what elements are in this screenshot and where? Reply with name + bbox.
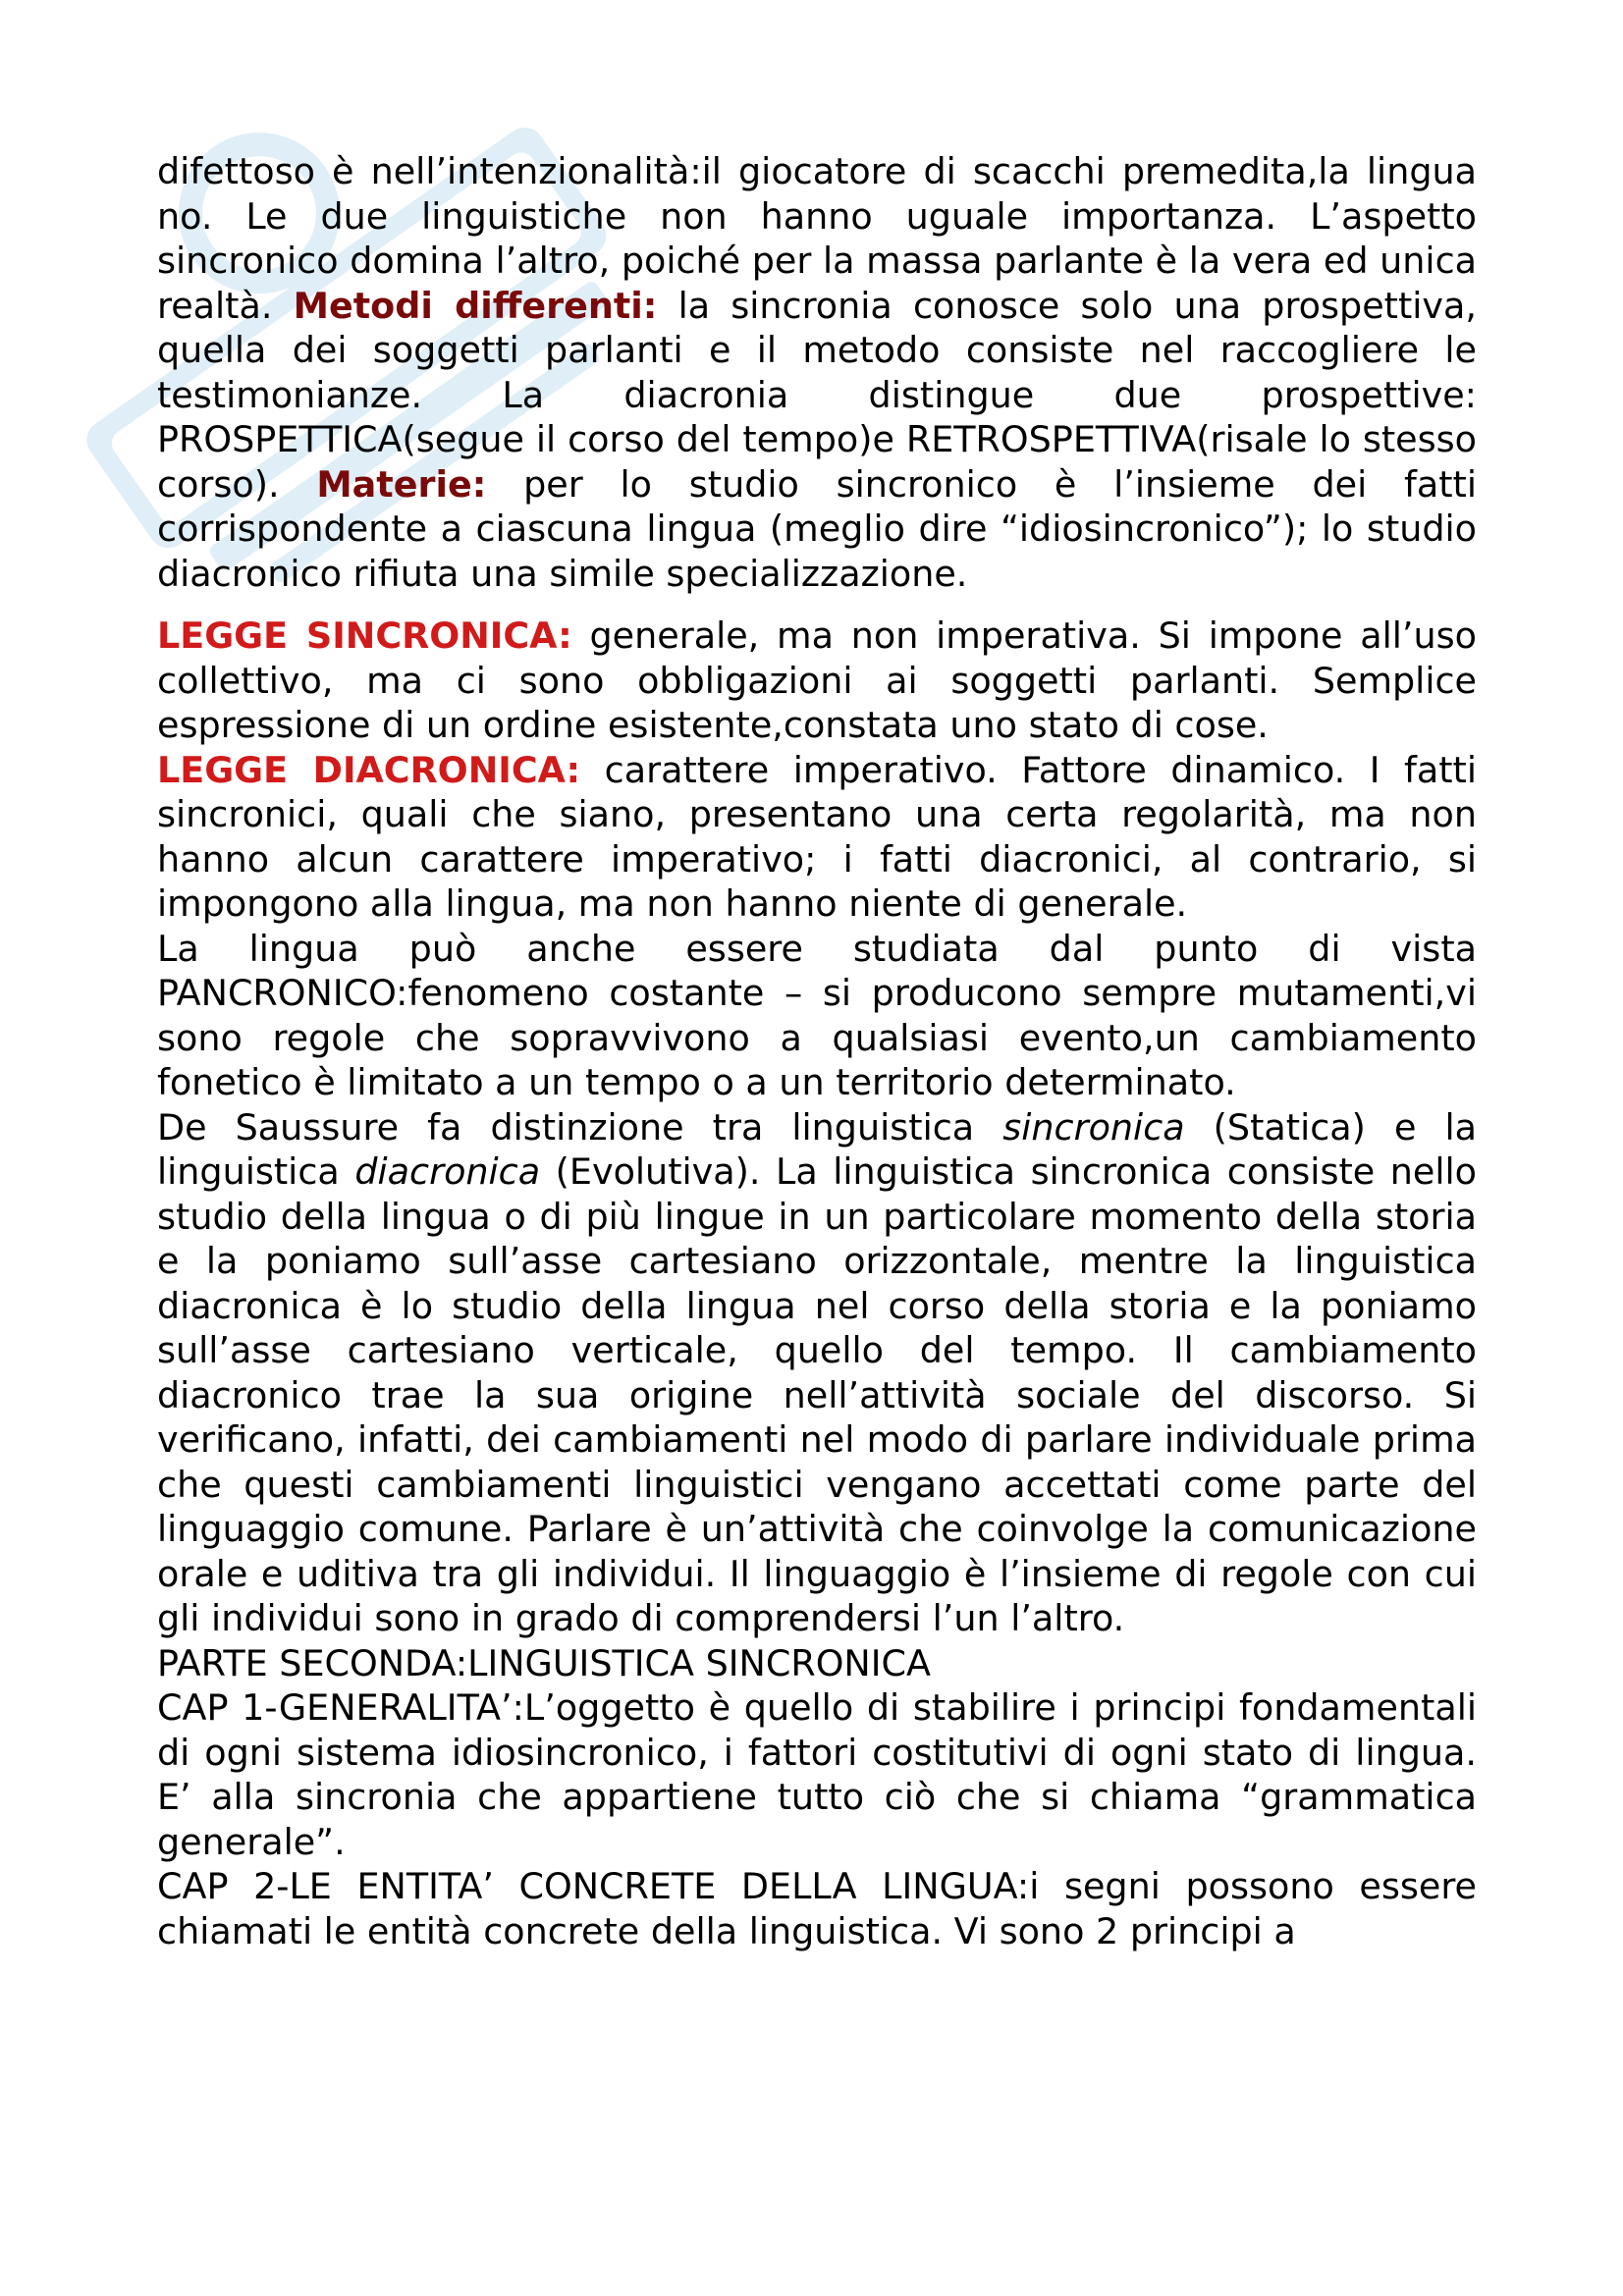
document-body bbox=[157, 149, 1477, 1953]
heading-legge-diacronica: LEGGE DIACRONICA: bbox=[157, 748, 581, 791]
paragraph-intro-text-a: difettoso è nell’intenzionalità:il giocatore di scacchi premedita,la lingua no. Le due linguistiche non hanno uguale importanza. L’aspetto sincronico domina l’altro, poiché per la massa parlante è la vera ed unica realtà. bbox=[157, 150, 1477, 327]
heading-metodi-differenti: Metodi differenti: bbox=[293, 284, 658, 327]
paragraph-legge-diacronica bbox=[157, 748, 1477, 927]
term-sincronica: sincronica bbox=[1002, 1105, 1185, 1148]
section-heading-parte-seconda: PARTE SECONDA:LINGUISTICA SINCRONICA bbox=[157, 1641, 931, 1684]
paragraph-de-saussure-text-a: De Saussure fa distinzione tra linguistica bbox=[157, 1105, 1003, 1148]
paragraph-de-saussure-text-b: (Statica) e la linguistica bbox=[157, 1105, 1477, 1193]
paragraph-de-saussure bbox=[157, 1105, 1477, 1641]
term-diacronica: diacronica bbox=[354, 1150, 541, 1193]
paragraph-cap-2: CAP 2-LE ENTITA’ CONCRETE DELLA LINGUA:i segni possono essere chiamati le entità concrete della linguistica. Vi sono 2 principi a bbox=[157, 1865, 1477, 1952]
heading-legge-sincronica: LEGGE SINCRONICA: bbox=[157, 614, 572, 657]
paragraph-legge-sincronica bbox=[157, 614, 1477, 748]
paragraph-legge-diacronica-text: carattere imperativo. Fattore dinamico. I fatti sincronici, quali che siano, presentano una certa regolarità, ma non hanno alcun carattere imperativo; i fatti diacronici, al contrario, si impongono alla lingua, ma non hanno niente di generale. bbox=[157, 748, 1477, 925]
paragraph-pancronico: La lingua può anche essere studiata dal punto di vista PANCRONICO:fenomeno costante – si producono sempre mutamenti,vi sono regole che sopravvivono a qualsiasi evento,un cambiamento fonetico è limitato a un tempo o a un territorio determinato. bbox=[157, 927, 1477, 1103]
paragraph-legge-sincronica-text: generale, ma non imperativa. Si impone all’uso collettivo, ma ci sono obbligazioni ai soggetti parlanti. Semplice espressione di un ordine esistente,constata uno stato di cose. bbox=[157, 614, 1477, 746]
paragraph-intro-text-c: per lo studio sincronico è l’insieme dei fatti corrispondente a ciascuna lingua (meglio dire “idiosincronico”); lo studio diacronico rifiuta una simile specializzazione. bbox=[157, 462, 1478, 595]
paragraph-cap-1: CAP 1-GENERALITA’:L’oggetto è quello di stabilire i principi fondamentali di ogni sistema idiosincronico, i fattori costitutivi di ogni stato di lingua. E’ alla sincronia che appartiene tutto ciò che si chiama “grammatica generale”. bbox=[157, 1686, 1477, 1863]
paragraph-intro-text-b: la sincronia conosce solo una prospettiva, quella dei soggetti parlanti e il metodo consiste nel raccogliere le testimonianze. La diacronia distingue due prospettive: PROSPETTICA(segue il corso del tempo)e RETROSPETTIVA(risale lo stesso corso). bbox=[157, 284, 1477, 506]
paragraph-intro bbox=[157, 149, 1477, 596]
heading-materie: Materie: bbox=[316, 462, 487, 506]
paragraph-de-saussure-text-c: (Evolutiva). La linguistica sincronica consiste nello studio della lingua o di più lingue in un particolare momento della storia e la poniamo sull’asse cartesiano orizzontale, mentre la linguistica diacronica è lo studio della lingua nel corso della storia e la poniamo sull’asse cartesiano verticale, quello del tempo. Il cambiamento diacronico trae la sua origine nell’attività sociale del discorso. Si verificano, infatti, dei cambiamenti nel modo di parlare individuale prima che questi cambiamenti linguistici vengano accettati come parte del linguaggio comune. Parlare è un’attività che coinvolge la comunicazione orale e uditiva tra gli individui. Il linguaggio è l’insieme di regole con cui gli individui sono in grado di comprendersi l’un l’altro. bbox=[157, 1150, 1477, 1639]
